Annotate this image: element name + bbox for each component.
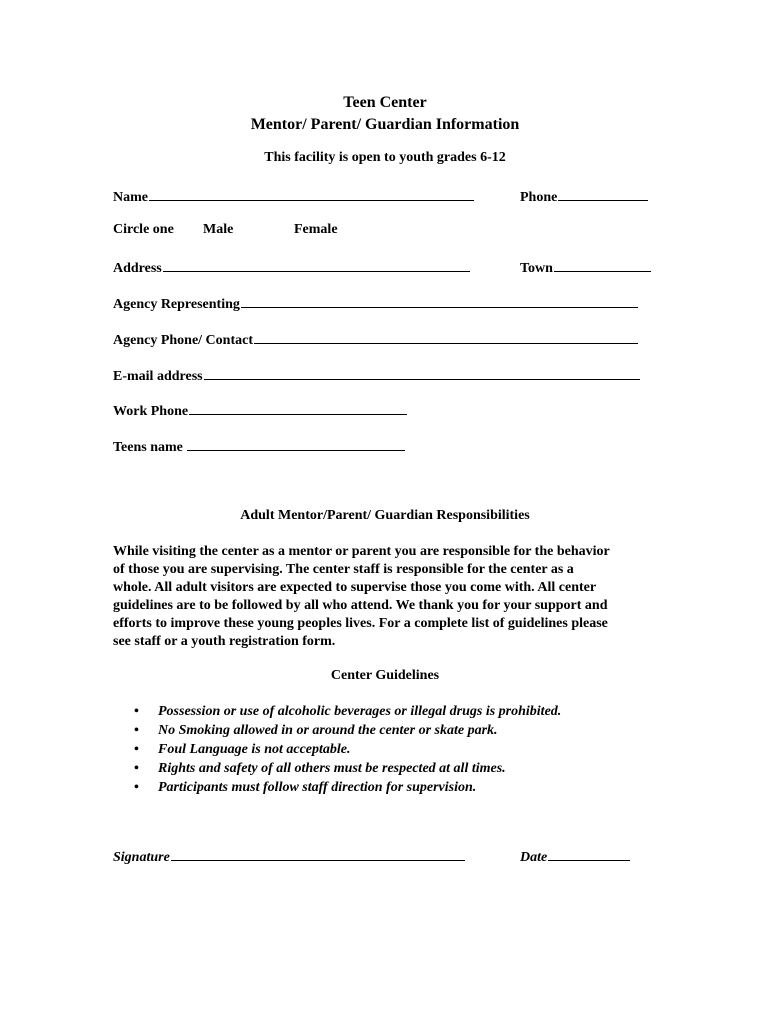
date-input-line[interactable]: [548, 846, 630, 861]
agency-phone-input-line[interactable]: [254, 329, 638, 344]
list-item: [130, 702, 561, 721]
form-subtitle: This facility is open to youth grades 6-12: [264, 150, 506, 165]
work-phone-label: Work Phone: [113, 404, 189, 419]
female-option[interactable]: Female: [294, 222, 338, 237]
phone-field: [520, 186, 648, 206]
address-input-line[interactable]: [163, 257, 470, 272]
name-field: [113, 186, 474, 206]
guideline-text: Possession or use of alcoholic beverages or illegal drugs is prohibited.: [158, 704, 562, 719]
date-field: [520, 846, 630, 866]
signature-label: Signature: [113, 850, 170, 865]
address-label: Address: [113, 261, 162, 276]
guideline-text: Foul Language is not acceptable.: [158, 742, 351, 757]
town-label: Town: [520, 261, 553, 276]
bullet-icon: •: [134, 742, 139, 757]
paragraph-line: guidelines are to be followed by all who attend. We thank you for your support and: [113, 598, 608, 613]
guideline-text: Participants must follow staff direction for supervision.: [158, 780, 477, 795]
bullet-icon: •: [134, 704, 139, 719]
paragraph-line: efforts to improve these young peoples lives. For a complete list of guidelines please: [113, 616, 608, 631]
bullet-icon: •: [134, 761, 139, 776]
list-item: [130, 721, 561, 740]
teens-name-input-line[interactable]: [187, 436, 405, 451]
list-item: [130, 778, 561, 797]
phone-label: Phone: [520, 190, 558, 205]
town-field: [520, 257, 651, 277]
male-option[interactable]: Male: [203, 222, 234, 237]
bullet-icon: •: [134, 723, 139, 738]
address-field: [113, 257, 470, 277]
signature-field: [113, 846, 465, 866]
page-title: Teen Center: [343, 94, 427, 111]
responsibilities-heading: Adult Mentor/Parent/ Guardian Responsibilities: [240, 508, 530, 523]
paragraph-line: whole. All adult visitors are expected to supervise those you come with. All center: [113, 580, 597, 595]
signature-input-line[interactable]: [171, 846, 465, 861]
date-label: Date: [520, 850, 548, 865]
email-input-line[interactable]: [204, 365, 640, 380]
circle-one-label: Circle one: [113, 222, 174, 237]
name-input-line[interactable]: [149, 186, 474, 201]
agency-representing-input-line[interactable]: [241, 293, 638, 308]
list-item: [130, 759, 561, 778]
agency-representing-label: Agency Representing: [113, 297, 240, 312]
guideline-text: Rights and safety of all others must be respected at all times.: [158, 761, 506, 776]
teens-name-label: Teens name: [113, 440, 183, 455]
email-label: E-mail address: [113, 369, 203, 384]
agency-representing-field: [113, 293, 638, 313]
name-label: Name: [113, 190, 148, 205]
paragraph-line: of those you are supervising. The center staff is responsible for the center as a: [113, 562, 574, 577]
teens-name-field: [113, 436, 405, 456]
guidelines-heading: Center Guidelines: [330, 668, 440, 683]
responsibilities-paragraph: [113, 543, 658, 651]
paragraph-line: While visiting the center as a mentor or parent you are responsible for the behavior: [113, 544, 610, 559]
paragraph-line: see staff or a youth registration form.: [113, 634, 336, 649]
agency-phone-label: Agency Phone/ Contact: [113, 333, 253, 348]
town-input-line[interactable]: [554, 257, 651, 272]
email-field: [113, 365, 640, 385]
list-item: [130, 740, 561, 759]
guidelines-list: [130, 702, 561, 797]
bullet-icon: •: [134, 780, 139, 795]
guideline-text: No Smoking allowed in or around the center or skate park.: [158, 723, 498, 738]
phone-input-line[interactable]: [558, 186, 648, 201]
work-phone-input-line[interactable]: [189, 400, 407, 415]
agency-phone-field: [113, 329, 638, 349]
form-title: Mentor/ Parent/ Guardian Information: [250, 116, 520, 133]
work-phone-field: [113, 400, 407, 420]
